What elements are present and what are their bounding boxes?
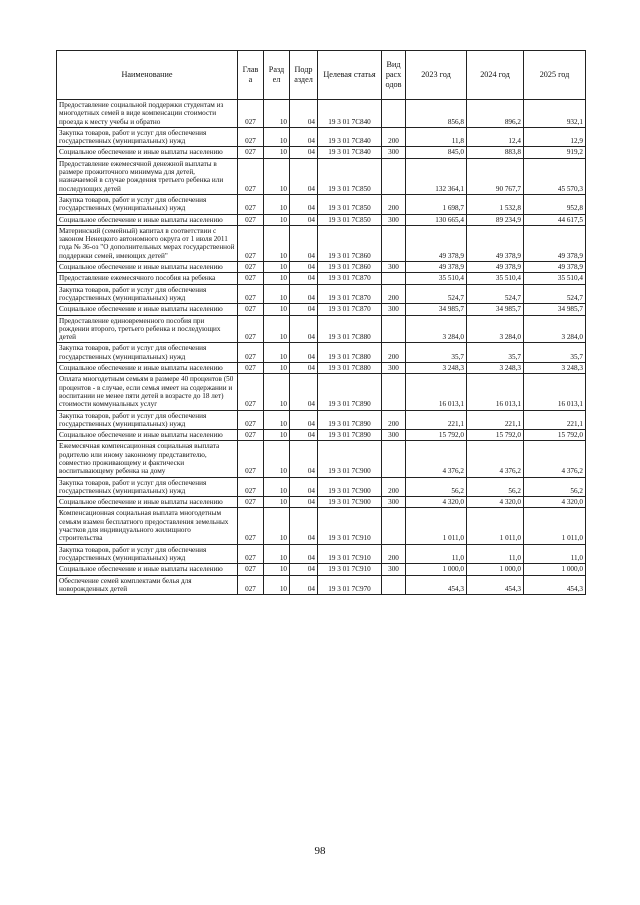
- row-glava: 027: [238, 304, 264, 315]
- row-2023: 49 378,9: [406, 225, 467, 261]
- row-glava: 027: [238, 343, 264, 363]
- table-row: [57, 158, 586, 194]
- row-vid: 300: [382, 564, 406, 575]
- row-2023: 15 792,0: [406, 430, 467, 441]
- row-target: 19 3 01 7C890: [318, 410, 382, 430]
- row-2024: 11,0: [467, 544, 524, 564]
- row-vid: [382, 315, 406, 343]
- row-podrazdel: 04: [290, 430, 318, 441]
- row-podrazdel: 04: [290, 544, 318, 564]
- row-razdel: 10: [264, 225, 290, 261]
- row-glava: 027: [238, 508, 264, 544]
- row-2025: 35,7: [524, 343, 586, 363]
- row-name: Обеспечение семей комплектами белья для новорожденных детей: [57, 575, 238, 595]
- row-target: 19 3 01 7C850: [318, 158, 382, 194]
- row-podrazdel: 04: [290, 575, 318, 595]
- table-row: [57, 410, 586, 430]
- table-row: [57, 225, 586, 261]
- row-name: Ежемесячная компенсационная социальная выплата родителю или иному законному представителю, совместно проживающему и фактически воспитывающему ребенка на дому: [57, 441, 238, 477]
- row-glava: 027: [238, 430, 264, 441]
- row-2025: 3 284,0: [524, 315, 586, 343]
- row-glava: 027: [238, 284, 264, 304]
- table-header-row: [57, 51, 586, 100]
- row-2024: 1 011,0: [467, 508, 524, 544]
- row-target: 19 3 01 7C910: [318, 544, 382, 564]
- row-2024: 1 532,8: [467, 194, 524, 214]
- row-2024: 4 376,2: [467, 441, 524, 477]
- row-target: 19 3 01 7C880: [318, 343, 382, 363]
- row-2025: 12,9: [524, 127, 586, 147]
- row-name: Закупка товаров, работ и услуг для обеспечения государственных (муниципальных) нужд: [57, 343, 238, 363]
- row-glava: 027: [238, 477, 264, 497]
- row-razdel: 10: [264, 262, 290, 273]
- row-2025: 11,0: [524, 544, 586, 564]
- row-2024: 3 248,3: [467, 363, 524, 374]
- row-glava: 027: [238, 564, 264, 575]
- row-target: 19 3 01 7C970: [318, 575, 382, 595]
- row-vid: [382, 508, 406, 544]
- row-vid: [382, 100, 406, 128]
- row-name: Предоставление ежемесячной денежной выплаты в размере прожиточного минимума для детей, назначаемой в случае рождения третьего ребенка или последующих детей: [57, 158, 238, 194]
- row-2025: 1 000,0: [524, 564, 586, 575]
- row-razdel: 10: [264, 304, 290, 315]
- row-razdel: 10: [264, 430, 290, 441]
- row-2025: 15 792,0: [524, 430, 586, 441]
- row-razdel: 10: [264, 158, 290, 194]
- table-row: [57, 477, 586, 497]
- row-target: 19 3 01 7C870: [318, 304, 382, 315]
- table-row: [57, 147, 586, 158]
- row-2025: 16 013,1: [524, 374, 586, 410]
- row-2023: 56,2: [406, 477, 467, 497]
- row-podrazdel: 04: [290, 262, 318, 273]
- row-razdel: 10: [264, 575, 290, 595]
- row-razdel: 10: [264, 497, 290, 508]
- row-name: Социальное обеспечение и иные выплаты населению: [57, 497, 238, 508]
- row-target: 19 3 01 7C870: [318, 273, 382, 284]
- row-2023: 4 376,2: [406, 441, 467, 477]
- row-2025: 4 320,0: [524, 497, 586, 508]
- row-vid: 300: [382, 497, 406, 508]
- row-2023: 34 985,7: [406, 304, 467, 315]
- row-2025: 45 570,3: [524, 158, 586, 194]
- row-target: 19 3 01 7C900: [318, 477, 382, 497]
- row-podrazdel: 04: [290, 100, 318, 128]
- row-2024: 12,4: [467, 127, 524, 147]
- table-row: [57, 564, 586, 575]
- row-podrazdel: 04: [290, 441, 318, 477]
- row-target: 19 3 01 7C910: [318, 564, 382, 575]
- table-row: [57, 363, 586, 374]
- row-podrazdel: 04: [290, 497, 318, 508]
- row-target: 19 3 01 7C880: [318, 315, 382, 343]
- row-name: Социальное обеспечение и иные выплаты населению: [57, 262, 238, 273]
- row-glava: 027: [238, 273, 264, 284]
- row-2024: 34 985,7: [467, 304, 524, 315]
- row-2025: 524,7: [524, 284, 586, 304]
- row-target: 19 3 01 7C860: [318, 225, 382, 261]
- row-name: Социальное обеспечение и иные выплаты населению: [57, 430, 238, 441]
- row-podrazdel: 04: [290, 564, 318, 575]
- row-podrazdel: 04: [290, 477, 318, 497]
- row-podrazdel: 04: [290, 225, 318, 261]
- row-glava: 027: [238, 158, 264, 194]
- row-2025: 919,2: [524, 147, 586, 158]
- row-glava: 027: [238, 544, 264, 564]
- row-podrazdel: 04: [290, 147, 318, 158]
- row-name: Закупка товаров, работ и услуг для обеспечения государственных (муниципальных) нужд: [57, 127, 238, 147]
- row-razdel: 10: [264, 363, 290, 374]
- row-razdel: 10: [264, 273, 290, 284]
- row-2024: 896,2: [467, 100, 524, 128]
- row-2025: 3 248,3: [524, 363, 586, 374]
- row-2023: 221,1: [406, 410, 467, 430]
- row-glava: 027: [238, 410, 264, 430]
- row-2025: 34 985,7: [524, 304, 586, 315]
- row-vid: [382, 273, 406, 284]
- row-vid: 300: [382, 262, 406, 273]
- row-2025: 44 617,5: [524, 214, 586, 225]
- row-2023: 1 000,0: [406, 564, 467, 575]
- row-2025: 952,8: [524, 194, 586, 214]
- table-row: [57, 273, 586, 284]
- row-name: Закупка товаров, работ и услуг для обеспечения государственных (муниципальных) нужд: [57, 544, 238, 564]
- row-glava: 027: [238, 214, 264, 225]
- row-podrazdel: 04: [290, 194, 318, 214]
- row-name: Оплата многодетным семьям в размере 40 процентов (50 процентов - в случае, если семья имеет на содержании и воспитании не менее пяти детей в возрасте до 18 лет) стоимости коммунальных услуг: [57, 374, 238, 410]
- row-2024: 454,3: [467, 575, 524, 595]
- row-target: 19 3 01 7C890: [318, 430, 382, 441]
- row-glava: 027: [238, 262, 264, 273]
- row-podrazdel: 04: [290, 158, 318, 194]
- row-razdel: 10: [264, 544, 290, 564]
- row-razdel: 10: [264, 147, 290, 158]
- header-target: Целевая статья: [318, 51, 382, 100]
- row-vid: 200: [382, 127, 406, 147]
- row-target: 19 3 01 7C900: [318, 497, 382, 508]
- row-razdel: 10: [264, 284, 290, 304]
- row-2024: 16 013,1: [467, 374, 524, 410]
- table-row: [57, 194, 586, 214]
- row-vid: 300: [382, 304, 406, 315]
- row-podrazdel: 04: [290, 363, 318, 374]
- row-vid: 300: [382, 214, 406, 225]
- row-2025: 4 376,2: [524, 441, 586, 477]
- table-row: [57, 497, 586, 508]
- row-podrazdel: 04: [290, 127, 318, 147]
- row-2024: 56,2: [467, 477, 524, 497]
- row-name: Компенсационная социальная выплата многодетным семьям взамен бесплатного предоставления земельных участков для индивидуального жилищного строительства: [57, 508, 238, 544]
- row-name: Социальное обеспечение и иные выплаты населению: [57, 564, 238, 575]
- row-2023: 35,7: [406, 343, 467, 363]
- row-2023: 524,7: [406, 284, 467, 304]
- row-2024: 35,7: [467, 343, 524, 363]
- row-razdel: 10: [264, 127, 290, 147]
- row-podrazdel: 04: [290, 315, 318, 343]
- row-razdel: 10: [264, 315, 290, 343]
- row-2024: 1 000,0: [467, 564, 524, 575]
- row-vid: 200: [382, 343, 406, 363]
- header-razdel: Разд ел: [264, 51, 290, 100]
- row-target: 19 3 01 7C850: [318, 214, 382, 225]
- row-2024: 89 234,9: [467, 214, 524, 225]
- row-2023: 845,0: [406, 147, 467, 158]
- row-2024: 35 510,4: [467, 273, 524, 284]
- row-glava: 027: [238, 100, 264, 128]
- row-vid: 300: [382, 430, 406, 441]
- row-2023: 130 665,4: [406, 214, 467, 225]
- row-glava: 027: [238, 575, 264, 595]
- table-row: [57, 508, 586, 544]
- row-name: Предоставление ежемесячного пособия на ребенка: [57, 273, 238, 284]
- row-target: 19 3 01 7C870: [318, 284, 382, 304]
- row-2024: 3 284,0: [467, 315, 524, 343]
- row-razdel: 10: [264, 343, 290, 363]
- row-2023: 454,3: [406, 575, 467, 595]
- row-target: 19 3 01 7C840: [318, 100, 382, 128]
- row-podrazdel: 04: [290, 343, 318, 363]
- row-2024: 524,7: [467, 284, 524, 304]
- row-2025: 221,1: [524, 410, 586, 430]
- row-name: Социальное обеспечение и иные выплаты населению: [57, 147, 238, 158]
- row-2025: 932,1: [524, 100, 586, 128]
- row-glava: 027: [238, 363, 264, 374]
- row-2023: 11,8: [406, 127, 467, 147]
- row-name: Предоставление единовременного пособия при рождении второго, третьего ребенка и последующих детей: [57, 315, 238, 343]
- row-vid: [382, 225, 406, 261]
- row-vid: 300: [382, 363, 406, 374]
- header-vid: Вид расх одов: [382, 51, 406, 100]
- table-row: [57, 575, 586, 595]
- row-2024: 221,1: [467, 410, 524, 430]
- row-vid: [382, 575, 406, 595]
- row-razdel: 10: [264, 100, 290, 128]
- row-glava: 027: [238, 374, 264, 410]
- row-razdel: 10: [264, 214, 290, 225]
- row-vid: 200: [382, 194, 406, 214]
- row-2023: 132 364,1: [406, 158, 467, 194]
- header-2023: 2023 год: [406, 51, 467, 100]
- table-body: [57, 100, 586, 595]
- row-vid: [382, 158, 406, 194]
- row-2024: 49 378,9: [467, 225, 524, 261]
- row-razdel: 10: [264, 374, 290, 410]
- row-name: Социальное обеспечение и иные выплаты населению: [57, 214, 238, 225]
- row-podrazdel: 04: [290, 214, 318, 225]
- row-name: Закупка товаров, работ и услуг для обеспечения государственных (муниципальных) нужд: [57, 194, 238, 214]
- row-target: 19 3 01 7C880: [318, 363, 382, 374]
- row-target: 19 3 01 7C860: [318, 262, 382, 273]
- row-razdel: 10: [264, 194, 290, 214]
- row-2023: 856,8: [406, 100, 467, 128]
- table-row: [57, 544, 586, 564]
- row-podrazdel: 04: [290, 374, 318, 410]
- row-glava: 027: [238, 441, 264, 477]
- table-row: [57, 214, 586, 225]
- row-2024: 4 320,0: [467, 497, 524, 508]
- row-target: 19 3 01 7C840: [318, 147, 382, 158]
- row-vid: 200: [382, 544, 406, 564]
- row-2023: 3 248,3: [406, 363, 467, 374]
- row-2023: 1 698,7: [406, 194, 467, 214]
- row-2023: 16 013,1: [406, 374, 467, 410]
- row-vid: 200: [382, 477, 406, 497]
- row-2025: 49 378,9: [524, 225, 586, 261]
- row-razdel: 10: [264, 508, 290, 544]
- table-row: [57, 262, 586, 273]
- row-name: Социальное обеспечение и иные выплаты населению: [57, 304, 238, 315]
- budget-table-page: [56, 50, 585, 595]
- row-vid: 200: [382, 410, 406, 430]
- row-podrazdel: 04: [290, 284, 318, 304]
- row-name: Закупка товаров, работ и услуг для обеспечения государственных (муниципальных) нужд: [57, 410, 238, 430]
- row-vid: 200: [382, 284, 406, 304]
- row-glava: 027: [238, 497, 264, 508]
- row-glava: 027: [238, 225, 264, 261]
- row-razdel: 10: [264, 564, 290, 575]
- row-vid: [382, 374, 406, 410]
- row-2025: 49 378,9: [524, 262, 586, 273]
- row-name: Социальное обеспечение и иные выплаты населению: [57, 363, 238, 374]
- row-2023: 1 011,0: [406, 508, 467, 544]
- row-podrazdel: 04: [290, 304, 318, 315]
- row-2023: 3 284,0: [406, 315, 467, 343]
- row-podrazdel: 04: [290, 410, 318, 430]
- table-row: [57, 127, 586, 147]
- row-glava: 027: [238, 315, 264, 343]
- row-2024: 15 792,0: [467, 430, 524, 441]
- table-row: [57, 100, 586, 128]
- row-razdel: 10: [264, 441, 290, 477]
- header-2025: 2025 год: [524, 51, 586, 100]
- row-name: Материнский (семейный) капитал в соответствии с законом Ненецкого автономного округа от 1 июля 2011 года № 36-оз "О дополнительных мерах государственной поддержки семей, имеющих детей": [57, 225, 238, 261]
- row-glava: 027: [238, 194, 264, 214]
- row-target: 19 3 01 7C890: [318, 374, 382, 410]
- row-2025: 56,2: [524, 477, 586, 497]
- row-razdel: 10: [264, 477, 290, 497]
- header-2024: 2024 год: [467, 51, 524, 100]
- row-podrazdel: 04: [290, 508, 318, 544]
- table-row: [57, 304, 586, 315]
- row-name: Закупка товаров, работ и услуг для обеспечения государственных (муниципальных) нужд: [57, 477, 238, 497]
- page-number: 98: [314, 845, 326, 857]
- budget-table: [56, 50, 586, 595]
- row-2024: 90 767,7: [467, 158, 524, 194]
- table-row: [57, 315, 586, 343]
- row-2023: 11,0: [406, 544, 467, 564]
- row-glava: 027: [238, 127, 264, 147]
- row-2023: 49 378,9: [406, 262, 467, 273]
- row-name: Предоставление социальной поддержки студентам из многодетных семей в виде компенсации стоимости проезда к месту учебы и обратно: [57, 100, 238, 128]
- table-row: [57, 430, 586, 441]
- row-razdel: 10: [264, 410, 290, 430]
- table-row: [57, 374, 586, 410]
- header-podrazdel: Подр аздел: [290, 51, 318, 100]
- row-vid: 300: [382, 147, 406, 158]
- row-podrazdel: 04: [290, 273, 318, 284]
- row-target: 19 3 01 7C900: [318, 441, 382, 477]
- header-glava: Глав а: [238, 51, 264, 100]
- table-row: [57, 343, 586, 363]
- row-2023: 35 510,4: [406, 273, 467, 284]
- row-2025: 1 011,0: [524, 508, 586, 544]
- row-target: 19 3 01 7C910: [318, 508, 382, 544]
- row-name: Закупка товаров, работ и услуг для обеспечения государственных (муниципальных) нужд: [57, 284, 238, 304]
- row-vid: [382, 441, 406, 477]
- row-2024: 49 378,9: [467, 262, 524, 273]
- row-2025: 454,3: [524, 575, 586, 595]
- row-target: 19 3 01 7C850: [318, 194, 382, 214]
- row-2023: 4 320,0: [406, 497, 467, 508]
- header-name: Наименование: [57, 51, 238, 100]
- row-2024: 883,8: [467, 147, 524, 158]
- row-target: 19 3 01 7C840: [318, 127, 382, 147]
- table-row: [57, 284, 586, 304]
- row-glava: 027: [238, 147, 264, 158]
- table-row: [57, 441, 586, 477]
- row-2025: 35 510,4: [524, 273, 586, 284]
